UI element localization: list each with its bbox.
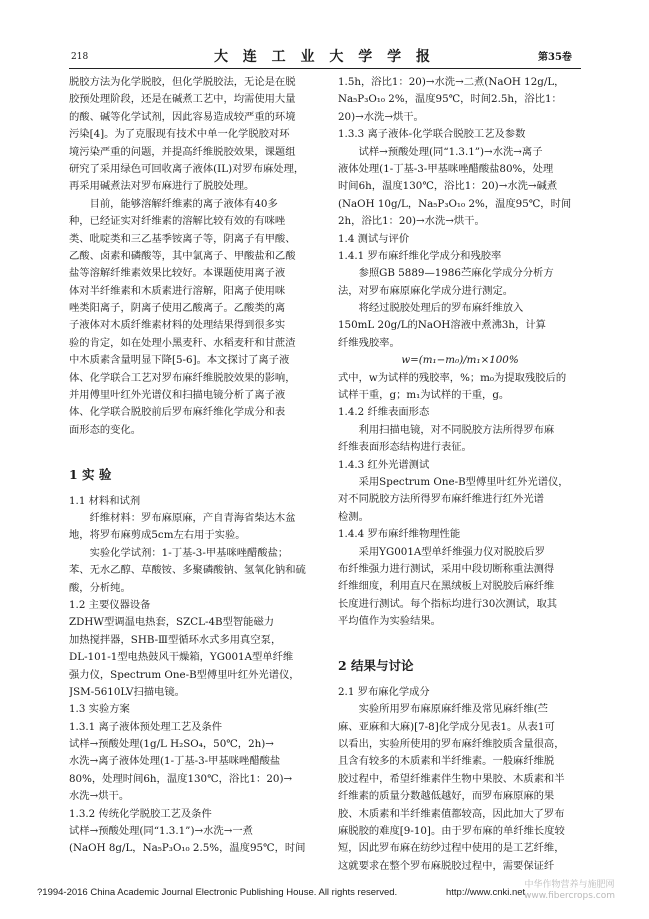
text-line: 体、化学联合脱胶前后罗布麻纤维化学成分和表	[69, 406, 286, 419]
text-line: 中木质素含量明显下降[5-6]。本文探讨了离子液	[69, 354, 290, 367]
text-line: 面形态的变化。	[69, 423, 142, 436]
text-line: 地，将罗布麻剪成5cm左右用于实验。	[69, 529, 246, 542]
text-line: 将经过脱胶处理后的罗布麻纤维放入	[358, 302, 524, 315]
text-line: 1.3.1 离子液体预处理工艺及条件	[69, 720, 223, 733]
text-line: 2.1 罗布麻化学成分	[338, 685, 430, 698]
text-line: 1.3 实验方案	[69, 703, 130, 716]
text-line: 时间6h，温度130℃，浴比1：20)→水洗→碱煮	[338, 180, 558, 193]
section-heading: 2 结果与讨论	[338, 657, 414, 673]
watermark-line-2: www.fibercrops.com	[524, 891, 615, 901]
text-line: Na₅P₃O₁₀ 2%，温度95℃，时间2.5h，浴比1：	[338, 93, 562, 106]
text-line: JSM-5610LV扫描电镜。	[69, 685, 185, 698]
text-line: 脱胶方法为化学脱胶，但化学脱胶法，无论是在脱	[69, 76, 296, 88]
text-line: 水洗→烘干。	[69, 790, 130, 803]
text-line	[338, 631, 582, 648]
text-line: 并用傅里叶红外光谱仪和扫描电镜分析了离子液	[69, 389, 286, 402]
text-line: 采用YG001A型单纤维强力仪对脱胶后罗	[358, 545, 545, 558]
section-heading: 1 实 验	[69, 466, 112, 482]
text-line: 实验所用罗布麻原麻纤维及常见麻纤维(苎	[358, 703, 548, 716]
text-line: 150mL 20g/L的NaOH溶液中煮沸3h，计算	[338, 319, 546, 332]
text-line: 1.4 测试与评价	[338, 232, 410, 245]
text-line: 1.4.2 纤维表面形态	[338, 406, 430, 419]
text-line: 胶预处理阶段，还是在碱煮工艺中，均需使用大量	[69, 93, 296, 106]
text-line: 胶、木质素和半纤维素值都较高，因此加大了罗布	[338, 807, 565, 820]
text-line: 试样→预酸处理(同“1.3.1”)→水洗→一煮	[69, 825, 253, 838]
text-line	[69, 439, 313, 456]
text-line: 试样干重，g；m₁为试样的干重，g。	[338, 389, 510, 402]
text-line: 酸，分析纯。	[69, 581, 131, 594]
watermark-line-1: 中华作物营养与施肥网	[524, 880, 615, 890]
text-line: DL-101-1型电热鼓风干燥箱，YG001A型单纤维	[69, 651, 294, 664]
text-line: 纤维素的质量分数越低越好，而罗布麻原麻的果	[338, 790, 555, 803]
text-line: 研究了采用绿色可回收离子液体(IL)对罗布麻处理，	[69, 162, 305, 175]
text-line: 污染[4]。为了克服现有技术中单一化学脱胶对环	[69, 128, 290, 141]
text-line: 2h，浴比1：20)→水洗→烘干。	[338, 215, 485, 228]
text-line: 法，对罗布麻原麻化学成分进行测定。	[338, 284, 514, 297]
text-line: 胶过程中，希望纤维素伴生物中果胶、木质素和半	[338, 772, 565, 785]
formula: w=(m₁−m₀)/m₁×100%	[401, 354, 519, 367]
text-line: 苯、无水乙醇、草酸铵、多聚磷酸钠、氢氧化钠和硫	[69, 564, 306, 577]
text-line: 种，已经证实对纤维素的溶解比较有效的有咪唑	[69, 215, 286, 228]
text-line: 再采用碱煮法对罗布麻进行了脱胶处理。	[69, 180, 255, 193]
text-line: 1.4.4 罗布麻纤维物理性能	[338, 528, 461, 541]
text-line: (NaOH 8g/L，Na₅P₃O₁₀ 2.5%，温度95℃，时间	[69, 842, 306, 855]
text-line: 1.3.2 传统化学脱胶工艺及条件	[69, 807, 212, 820]
text-line: 的酸、碱等化学试剂，因此容易造成较严重的环境	[69, 110, 296, 123]
page-number: 218	[71, 52, 89, 62]
volume-label: 第35卷	[538, 52, 572, 63]
left-column	[69, 74, 313, 858]
text-line: 试样→预酸处理(同“1.3.1”)→水洗→离子	[358, 145, 543, 158]
text-line: 1.4.1 罗布麻纤维化学成分和残胶率	[338, 249, 502, 262]
text-line: ZDHW型调温电热套，SZCL-4B型智能磁力	[69, 616, 275, 629]
text-line: 1.1 材料和试剂	[69, 494, 141, 507]
text-line: 1.5h，浴比1：20)→水洗→二煮(NaOH 12g/L，	[338, 76, 565, 88]
text-line: 布纤维强力进行测试，采用中段切断称重法测得	[338, 562, 555, 575]
text-line: 20)→水洗→烘干。	[338, 110, 424, 123]
watermark	[524, 880, 615, 902]
text-line: 80%，处理时间6h，温度130℃，浴比1：20)→	[69, 772, 293, 785]
text-line: 纤维细度，利用直尺在黑绒板上对脱胶后麻纤维	[338, 580, 555, 593]
text-line: 境污染严重的问题，并提高纤维脱胶效果，课题组	[69, 145, 296, 158]
text-line: 强力仪，Spectrum One-B型傅里叶红外光谱仪，	[69, 668, 300, 681]
text-line: 试样→预酸处理(1g/L H₂SO₄，50℃，2h)→	[69, 738, 274, 751]
journal-title: 大 连 工 业 大 学 学 报	[213, 49, 436, 65]
text-line: 纤维残胶率。	[338, 336, 400, 349]
text-line: 利用扫描电镜，对不同脱胶方法所得罗布麻	[358, 423, 555, 436]
text-line: 乙酸、卤素和磷酸等，其中氯离子、甲酸盐和乙酸	[69, 249, 296, 262]
text-line: 且含有较多的木质素和半纤维素。一般麻纤维脱	[338, 755, 555, 768]
text-line: 目前，能够溶解纤维素的离子液体有40多	[89, 197, 278, 210]
text-line: 体对半纤维素和木质素进行溶解，阳离子使用咪	[69, 284, 286, 297]
text-line: 麻、亚麻和大麻)[7-8]化学成分见表1。从表1可	[338, 720, 555, 733]
text-line: 1.4.3 红外光谱测试	[338, 458, 430, 471]
text-line: 检测。	[338, 510, 369, 523]
header-rule	[69, 68, 581, 69]
text-line: 短，因此罗布麻在纺纱过程中使用的是工艺纤维，	[338, 842, 565, 855]
text-line: 纤维表面形态结构进行表征。	[338, 441, 472, 454]
text-line: 验的肯定，如在处理小黑麦秆、水稻麦秆和甘蔗渣	[69, 336, 296, 349]
text-line: 类、吡啶类和三乙基季铵离子等，阴离子有甲酸、	[69, 232, 296, 245]
text-line: 这就要求在整个罗布麻脱胶过程中，需要保证纤	[338, 859, 555, 872]
text-line: 纤维材料：罗布麻原麻，产自青海省柴达木盆	[89, 511, 296, 524]
text-line: 1.2 主要仪器设备	[69, 598, 151, 611]
text-line: 子液体对木质纤维素材料的处理结果得到很多实	[69, 319, 286, 332]
text-line: 实验化学试剂：1-丁基-3-甲基咪唑醋酸盐；	[89, 546, 289, 559]
right-column	[338, 74, 582, 875]
footer-url[interactable]: http://www.cnki.net	[446, 887, 526, 898]
text-line: 液体处理(1-丁基-3-甲基咪唑醋酸盐80%，处理	[338, 162, 554, 175]
text-line: 对不同脱胶方法所得罗布麻纤维进行红外光谱	[338, 493, 544, 506]
text-line: 盐等溶解纤维素效果比较好。本课题使用离子液	[69, 267, 286, 280]
text-line: 参照GB 5889—1986苎麻化学成分分析方	[358, 267, 554, 280]
text-line: 以看出，实验所使用的罗布麻纤维胶质含量很高，	[338, 738, 565, 751]
text-line: 加热搅拌器，SHB-Ⅲ型循环水式多用真空泵，	[69, 633, 282, 646]
copyright-footer: ?1994-2016 China Academic Journal Electronic Publishing House. All rights reserved.	[37, 887, 398, 898]
text-line: 长度进行测试。每个指标均进行30次测试，取其	[338, 597, 558, 610]
text-line: 式中，w为试样的残胶率，%；m₀为提取残胶后的	[338, 371, 567, 384]
text-line: 1.3.3 离子液体-化学联合脱胶工艺及参数	[338, 128, 526, 141]
text-line: (NaOH 10g/L，Na₅P₃O₁₀ 2%，温度95℃，时间	[338, 197, 572, 210]
text-line: 麻脱胶的难度[9-10]。由于罗布麻的单纤维长度较	[338, 825, 565, 838]
text-line: 平均值作为实验结果。	[338, 615, 441, 628]
text-line: 唑类阳离子，阴离子使用乙酸离子。乙酸类的离	[69, 302, 286, 315]
text-line: 采用Spectrum One-B型傅里叶红外光谱仪，	[358, 475, 569, 488]
text-line: 水洗→离子液体处理(1-丁基-3-甲基咪唑醋酸盐	[69, 755, 281, 768]
text-line: 体、化学联合工艺对罗布麻纤维脱胶效果的影响，	[69, 371, 296, 384]
